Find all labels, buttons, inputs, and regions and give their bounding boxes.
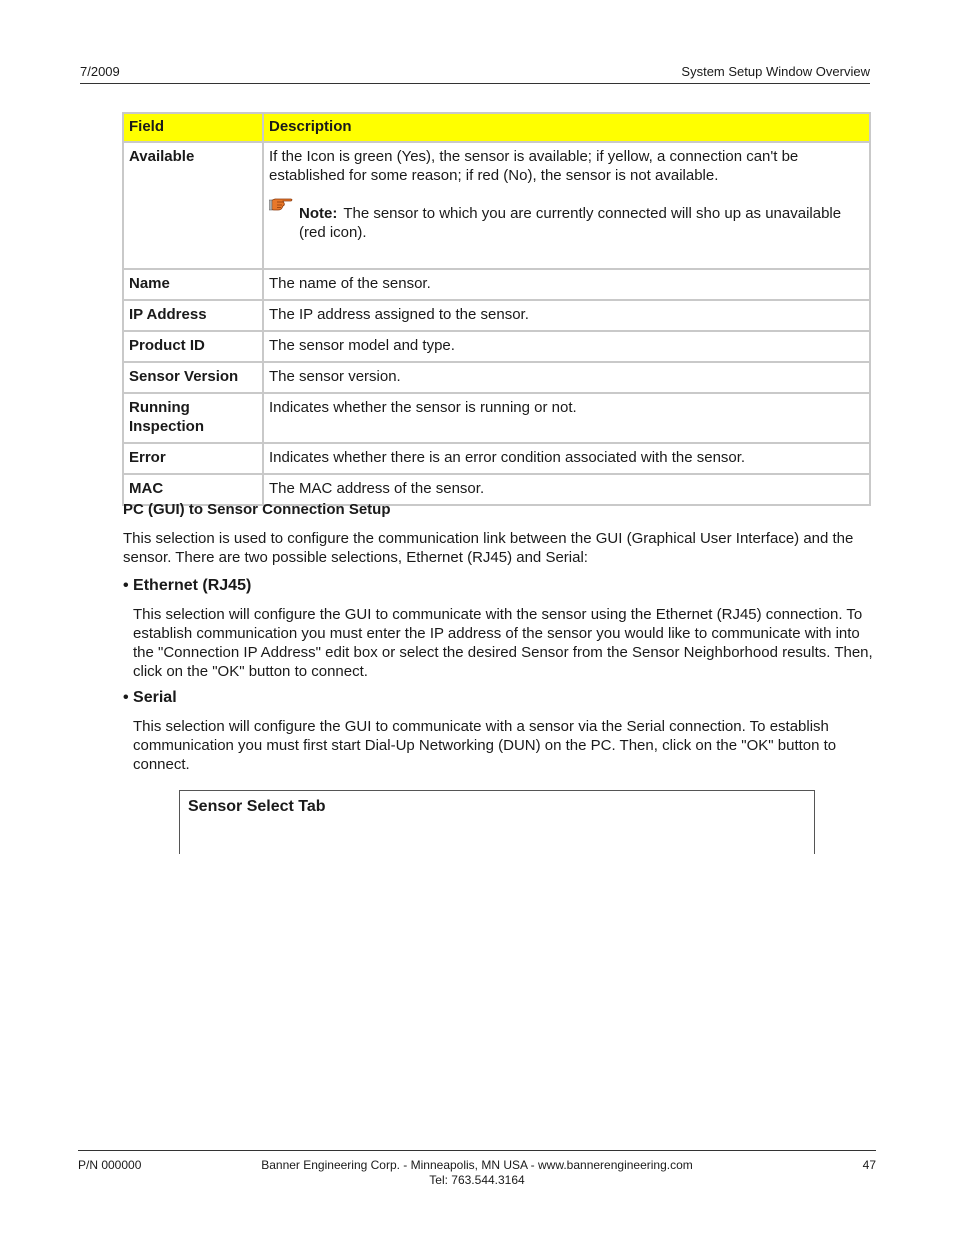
note-label: Note: — [299, 205, 338, 222]
field-cell: Available — [123, 142, 263, 269]
table-row — [123, 142, 870, 269]
ethernet-bullet-title: • Ethernet (RJ45) — [123, 577, 252, 594]
description-cell: The name of the sensor. — [263, 269, 870, 300]
description-cell: The sensor model and type. — [263, 331, 870, 362]
field-cell: MAC — [123, 474, 263, 505]
table-row — [123, 269, 870, 300]
ethernet-paragraph: This selection will configure the GUI to communicate with the sensor using the Ethernet (RJ45) connection. To establish communication you must enter the IP address of the sensor you would like to communicate with into the "Connection IP Address" edit box or select the desired Sensor from the Sensor Neighborhood results. Then, click on the "OK" button to connect. — [133, 606, 873, 680]
description-cell: The sensor version. — [263, 362, 870, 393]
description-cell: The MAC address of the sensor. — [263, 474, 870, 505]
serial-bullet-title: • Serial — [123, 689, 177, 706]
table-header-row — [123, 113, 870, 142]
field-description-table — [122, 112, 871, 506]
note-callout — [269, 204, 864, 262]
description-cell: Indicates whether there is an error condition associated with the sensor. — [263, 443, 870, 474]
field-cell: Name — [123, 269, 263, 300]
footer-company: Banner Engineering Corp. - Minneapolis, MN USA - www.bannerengineering.com — [261, 1158, 693, 1172]
table-row — [123, 362, 870, 393]
table-row — [123, 331, 870, 362]
table-row — [123, 393, 870, 443]
note-body: The sensor to which you are currently connected will sho up as unavailable (red icon). — [299, 205, 842, 241]
header-date: 7/2009 — [80, 64, 120, 79]
description-cell: The IP address assigned to the sensor. — [263, 300, 870, 331]
footer-company-info — [0, 1158, 954, 1188]
footer-part-number: P/N 000000 — [78, 1158, 142, 1172]
table-row — [123, 300, 870, 331]
serial-paragraph: This selection will configure the GUI to communicate with a sensor via the Serial connection. To establish communication you must first start Dial-Up Networking (DUN) on the PC. Then, click on the "OK" button to connect. — [133, 718, 837, 773]
description-cell — [263, 142, 870, 269]
pointing-hand-icon — [269, 196, 295, 217]
column-header-description: Description — [263, 113, 870, 142]
field-cell: Product ID — [123, 331, 263, 362]
header-section-title: System Setup Window Overview — [681, 64, 870, 79]
page-number: 47 — [862, 1158, 876, 1172]
footer-telephone: Tel: 763.544.3164 — [429, 1173, 525, 1187]
field-cell: Error — [123, 443, 263, 474]
column-header-field: Field — [123, 113, 263, 142]
intro-paragraph: This selection is used to configure the communication link between the GUI (Graphical User Interface) and the sensor. There are two possible selections, Ethernet (RJ45) and Serial: — [123, 530, 854, 566]
field-cell: IP Address — [123, 300, 263, 331]
tab-box-title: Sensor Select Tab — [188, 798, 326, 815]
section-heading: PC (GUI) to Sensor Connection Setup — [123, 501, 391, 518]
field-cell: Running Inspection — [123, 393, 263, 443]
note-text — [299, 204, 864, 242]
description-text: If the Icon is green (Yes), the sensor is available; if yellow, a connection can't be established for some reason; if red (No), the sensor is not available. — [269, 148, 799, 184]
field-cell: Sensor Version — [123, 362, 263, 393]
header-divider — [80, 83, 870, 84]
description-cell: Indicates whether the sensor is running or not. — [263, 393, 870, 443]
table-row — [123, 443, 870, 474]
sensor-select-tab-box — [179, 790, 815, 854]
footer-divider — [78, 1150, 876, 1151]
